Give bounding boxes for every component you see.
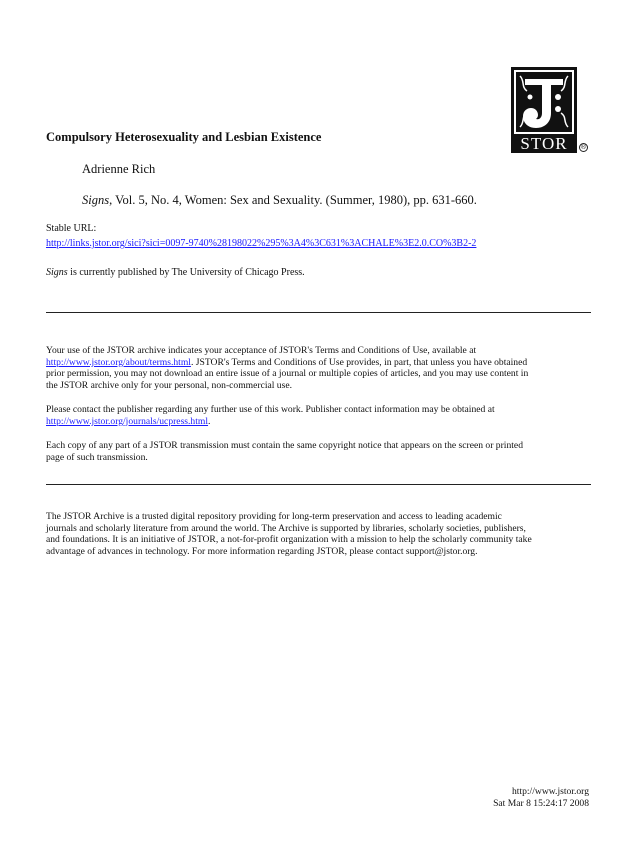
- terms-line: [46, 357, 591, 369]
- stable-url-label: Stable URL:: [46, 223, 97, 234]
- jstor-logo-icon: [511, 67, 577, 153]
- publisher-contact-link[interactable]: http://www.jstor.org/journals/ucpress.html: [46, 415, 209, 427]
- article-citation: [82, 193, 477, 208]
- terms-line-rest: . JSTOR's Terms and Conditions of Use provides, in part, that unless you have obtained: [190, 356, 528, 368]
- page-footer: [493, 786, 589, 809]
- about-line: journals and scholarly literature from around the world. The Archive is supported by libraries, scholarly societies, publishers,: [46, 522, 526, 534]
- contact-line: Please contact the publisher regarding any further use of this work. Publisher contact information may be obtained at: [46, 404, 495, 415]
- citation-details: , Vol. 5, No. 4, Women: Sex and Sexuality. (Summer, 1980), pp. 631-660.: [109, 193, 477, 207]
- footer-url: http://www.jstor.org: [511, 786, 589, 797]
- registered-mark: ®: [580, 144, 587, 151]
- about-line: advantage of advances in technology. For more information regarding JSTOR, please contact support@jstor.org.: [46, 545, 478, 557]
- terms-paragraph: [46, 345, 591, 391]
- contact-paragraph: [46, 404, 591, 427]
- publisher-journal-name: Signs: [46, 267, 68, 278]
- stable-url-link[interactable]: http://links.jstor.org/sici?sici=0097-9740%28198022%295%3A4%3C631%3ACHALE%3E2.0.CO%3B2-2: [46, 238, 477, 249]
- about-line: and foundations. It is an initiative of JSTOR, a not-for-profit organization with a mission to help the scholarly community take: [46, 534, 532, 546]
- terms-link[interactable]: http://www.jstor.org/about/terms.html: [46, 356, 191, 368]
- contact-line: [46, 416, 591, 428]
- divider-bottom: [46, 484, 591, 485]
- copyright-line: page of such transmission.: [46, 451, 148, 463]
- contact-line-end: .: [208, 415, 211, 427]
- publisher-note: [46, 267, 305, 278]
- terms-line: the JSTOR archive only for your personal, non-commercial use.: [46, 379, 292, 391]
- article-author: Adrienne Rich: [82, 162, 156, 176]
- about-jstor-paragraph: [46, 511, 591, 557]
- copyright-line: Each copy of any part of a JSTOR transmission must contain the same copyright notice that appears on the screen or printed: [46, 440, 523, 451]
- copyright-paragraph: [46, 440, 591, 463]
- journal-name: Signs: [82, 193, 110, 207]
- article-title: Compulsory Heterosexuality and Lesbian Existence: [46, 130, 322, 144]
- footer-timestamp: Sat Mar 8 15:24:17 2008: [493, 797, 589, 809]
- logo-wordmark: STOR: [520, 134, 568, 153]
- publisher-text: is currently published by The University of Chicago Press.: [67, 267, 305, 278]
- terms-line: Your use of the JSTOR archive indicates your acceptance of JSTOR's Terms and Conditions of Use, available at: [46, 345, 477, 356]
- about-line: The JSTOR Archive is a trusted digital repository providing for long-term preservation and access to leading academic: [46, 511, 502, 522]
- divider-top: [46, 312, 591, 313]
- terms-line: prior permission, you may not download an entire issue of a journal or multiple copies of articles, and you may use content in: [46, 368, 529, 380]
